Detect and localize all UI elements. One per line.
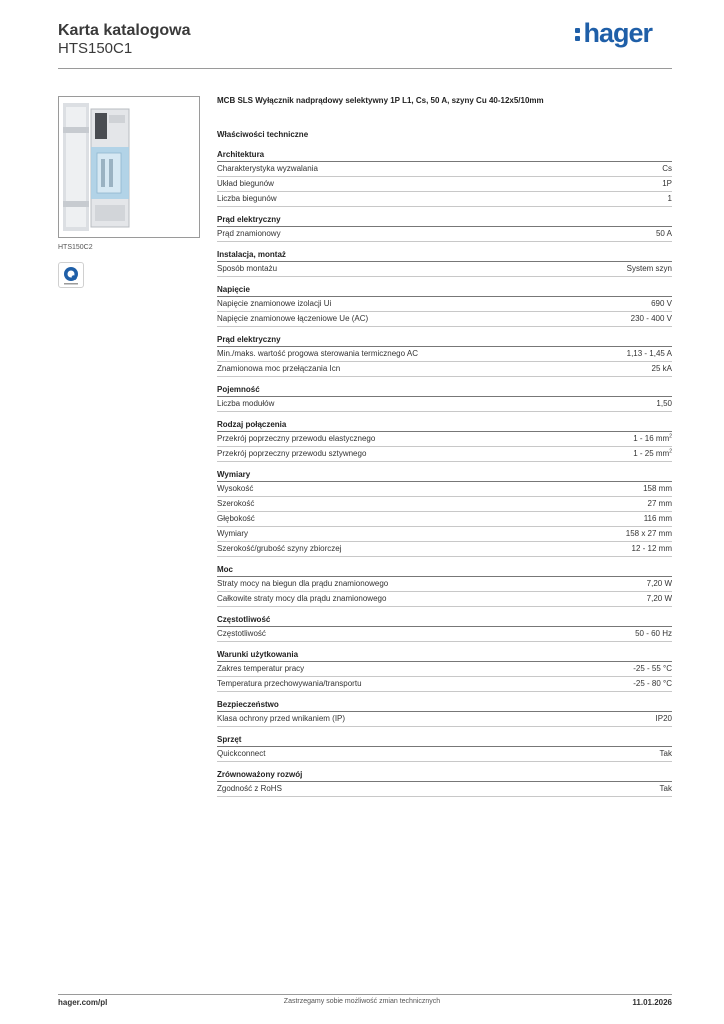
product-code: HTS150C1 bbox=[58, 40, 133, 57]
product-image-frame bbox=[58, 96, 200, 238]
spec-value: 116 mm bbox=[643, 514, 672, 523]
logo-dots-icon bbox=[575, 25, 581, 44]
spec-value: 1 - 16 $mm^2$ bbox=[633, 433, 672, 443]
spec-row bbox=[217, 177, 672, 192]
footer-disclaimer: Zastrzegamy sobie możliwość zmian technicznych bbox=[283, 998, 441, 1005]
section-title: Pojemność bbox=[217, 384, 672, 397]
spec-value: 690 V bbox=[651, 299, 672, 308]
spec-row bbox=[217, 497, 672, 512]
spec-row bbox=[217, 662, 672, 677]
spec-row bbox=[217, 782, 672, 797]
product-description: MCB SLS Wyłącznik nadprądowy selektywny 1P L1, Cs, 50 A, szyny Cu 40-12x5/10mm bbox=[217, 96, 544, 105]
footer-website[interactable]: hager.com/pl bbox=[58, 998, 108, 1007]
spec-label: Charakterystyka wyzwalania bbox=[217, 164, 318, 173]
spec-value: -25 - 80 °C bbox=[633, 679, 672, 688]
spec-label: Przekrój poprzeczny przewodu elastycznego bbox=[217, 434, 376, 443]
section-title: Częstotliwość bbox=[217, 614, 672, 627]
spec-row bbox=[217, 262, 672, 277]
spec-value: 12 - 12 mm bbox=[631, 544, 672, 553]
spec-label: Napięcie znamionowe izolacji Ui bbox=[217, 299, 332, 308]
section-title: Sprzęt bbox=[217, 734, 672, 747]
spec-value: 7,20 W bbox=[646, 579, 672, 588]
spec-label: Wymiary bbox=[217, 529, 249, 538]
spec-sections bbox=[217, 149, 672, 797]
spec-row bbox=[217, 397, 672, 412]
section-title: Napięcie bbox=[217, 284, 672, 297]
spec-value: IP20 bbox=[655, 714, 672, 723]
spec-label: Układ biegunów bbox=[217, 179, 274, 188]
spec-row bbox=[217, 297, 672, 312]
spec-label: Głębokość bbox=[217, 514, 255, 523]
spec-row bbox=[217, 677, 672, 692]
spec-value: Tak bbox=[659, 749, 672, 758]
page-title: Karta katalogowa bbox=[58, 22, 191, 39]
section-title: Moc bbox=[217, 564, 672, 577]
section-title: Prąd elektryczny bbox=[217, 334, 672, 347]
section-title: Zrównoważony rozwój bbox=[217, 769, 672, 782]
spec-value: -25 - 55 °C bbox=[633, 664, 672, 673]
unit-superscript: 2 bbox=[669, 448, 672, 455]
spec-label: Straty mocy na biegun dla prądu znamionowego bbox=[217, 579, 389, 588]
spec-value: System szyn bbox=[626, 264, 672, 273]
spec-value: Cs bbox=[662, 164, 672, 173]
spec-value: 27 mm bbox=[647, 499, 672, 508]
spec-label: Sposób montażu bbox=[217, 264, 278, 273]
unit-superscript: 2 bbox=[669, 433, 672, 440]
spec-row bbox=[217, 712, 672, 727]
spec-label: Liczba modułów bbox=[217, 399, 275, 408]
spec-row bbox=[217, 227, 672, 242]
spec-label: Klasa ochrony przed wnikaniem (IP) bbox=[217, 714, 346, 723]
section-title: Rodzaj połączenia bbox=[217, 419, 672, 432]
spec-value: 230 - 400 V bbox=[630, 314, 672, 323]
spec-row bbox=[217, 312, 672, 327]
spec-value: 1 - 25 $mm^2$ bbox=[633, 448, 672, 458]
product-image bbox=[59, 97, 199, 237]
spec-label: Szerokość bbox=[217, 499, 255, 508]
spec-row bbox=[217, 577, 672, 592]
spec-value: 1,50 bbox=[656, 399, 672, 408]
spec-row bbox=[217, 162, 672, 177]
spec-value: 158 x 27 mm bbox=[625, 529, 672, 538]
product-image-caption: HTS150C2 bbox=[58, 244, 93, 251]
spec-label: Napięcie znamionowe łączeniowe Ue (AC) bbox=[217, 314, 369, 323]
spec-row bbox=[217, 347, 672, 362]
spec-label: Przekrój poprzeczny przewodu sztywnego bbox=[217, 449, 367, 458]
section-title: Instalacja, montaż bbox=[217, 249, 672, 262]
specs-title: Właściwości techniczne bbox=[217, 130, 309, 139]
spec-label: Zakres temperatur pracy bbox=[217, 664, 305, 673]
footer-date: 11.01.2026 bbox=[632, 998, 672, 1007]
spec-row bbox=[217, 542, 672, 557]
header-divider bbox=[58, 68, 672, 69]
spec-value: 50 A bbox=[655, 229, 672, 238]
spec-row bbox=[217, 747, 672, 762]
product-details bbox=[217, 94, 672, 797]
section-title: Prąd elektryczny bbox=[217, 214, 672, 227]
spec-label: Quickconnect bbox=[217, 749, 266, 758]
spec-row bbox=[217, 447, 672, 462]
spec-label: Min./maks. wartość progowa sterowania termicznego AC bbox=[217, 349, 418, 358]
spec-label: Wysokość bbox=[217, 484, 254, 493]
spec-value: 1,13 - 1,45 A bbox=[626, 349, 672, 358]
footer-divider bbox=[58, 994, 672, 995]
section-title: Bezpieczeństwo bbox=[217, 699, 672, 712]
spec-row bbox=[217, 362, 672, 377]
spec-label: Szerokość/grubość szyny zbiorczej bbox=[217, 544, 342, 553]
spec-label: Znamionowa moc przełączania Icn bbox=[217, 364, 341, 373]
spec-value: Tak bbox=[659, 784, 672, 793]
spec-label: Zgodność z RoHS bbox=[217, 784, 282, 793]
spec-label: Temperatura przechowywania/transportu bbox=[217, 679, 362, 688]
spec-row bbox=[217, 432, 672, 447]
spec-value: 50 - 60 Hz bbox=[635, 629, 672, 638]
hager-logo: hager bbox=[575, 18, 652, 49]
spec-value: 158 mm bbox=[643, 484, 672, 493]
section-title: Warunki użytkowania bbox=[217, 649, 672, 662]
spec-row bbox=[217, 627, 672, 642]
spec-value: 1P bbox=[662, 179, 672, 188]
spec-row bbox=[217, 592, 672, 607]
section-title: Wymiary bbox=[217, 469, 672, 482]
spec-label: Liczba biegunów bbox=[217, 194, 277, 203]
spec-row bbox=[217, 512, 672, 527]
spec-row bbox=[217, 192, 672, 207]
spec-value: 25 kA bbox=[651, 364, 672, 373]
spec-value: 1 bbox=[667, 194, 672, 203]
spec-value: 7,20 W bbox=[646, 594, 672, 603]
spec-row bbox=[217, 482, 672, 497]
section-title: Architektura bbox=[217, 149, 672, 162]
spec-label: Prąd znamionowy bbox=[217, 229, 281, 238]
spec-label: Całkowite straty mocy dla prądu znamionowego bbox=[217, 594, 387, 603]
quickconnect-badge-icon bbox=[58, 262, 84, 288]
spec-row bbox=[217, 527, 672, 542]
page-header bbox=[58, 20, 672, 68]
spec-label: Częstotliwość bbox=[217, 629, 266, 638]
